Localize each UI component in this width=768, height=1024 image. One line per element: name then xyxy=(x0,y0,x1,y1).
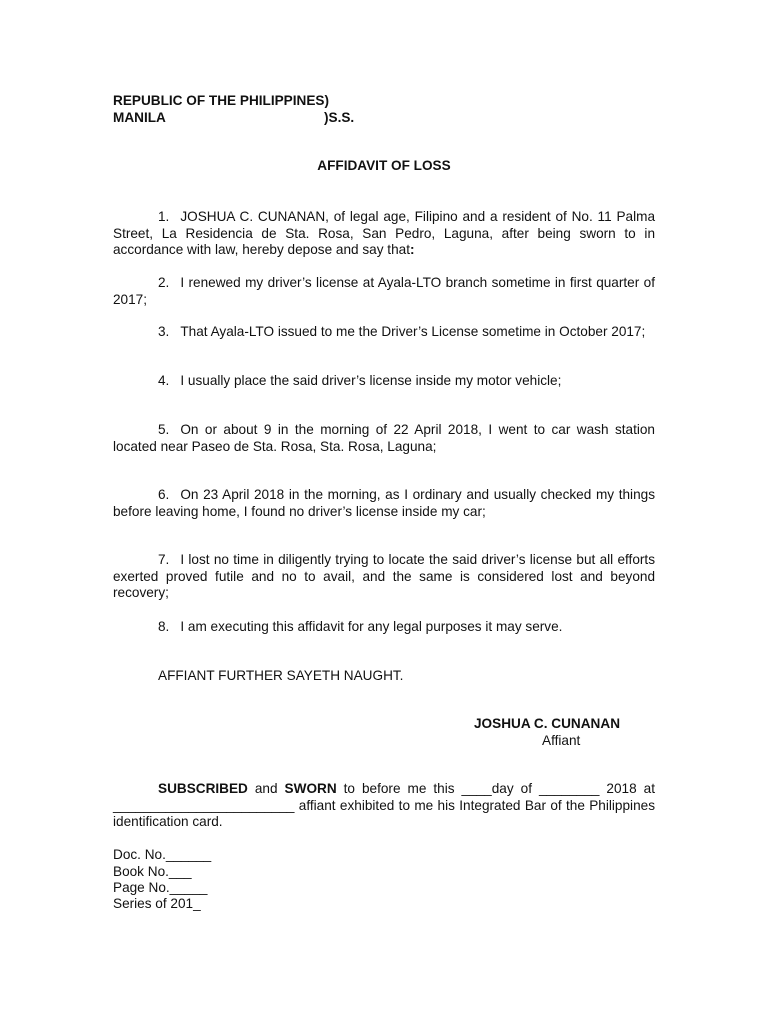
paragraph-number: 5. xyxy=(158,422,170,437)
header-manila: MANILA xyxy=(113,110,166,125)
paragraph-tail: : xyxy=(410,242,415,258)
paragraph-text: On or about 9 in the morning of 22 April 2018, I went to car wash station located near Paseo de Sta. Rosa, Sta. Rosa, Laguna; xyxy=(113,422,655,454)
page-no: Page No._____ xyxy=(113,880,208,895)
paragraph-number: 3. xyxy=(158,324,170,339)
header-ss: )S.S. xyxy=(324,110,355,125)
further-sayeth: AFFIANT FURTHER SAYETH NAUGHT. xyxy=(158,668,404,683)
paragraph-text: I renewed my driver’s license at Ayala-LTO branch sometime in first quarter of 2017; xyxy=(113,275,655,307)
paragraph-2 xyxy=(113,275,655,308)
paragraph-text: JOSHUA C. CUNANAN, of legal age, Filipino and a resident of No. 11 Palma Street, La Residencia de Sta. Rosa, San Pedro, Laguna, after being sworn to in accordance with law, hereby depose and say that xyxy=(113,209,655,258)
jurat-and: and xyxy=(247,781,285,796)
paragraph-7 xyxy=(113,552,655,602)
paragraph-number: 6. xyxy=(158,487,170,502)
jurat-sworn: SWORN xyxy=(284,781,337,796)
affiant-name: JOSHUA C. CUNANAN xyxy=(474,716,621,731)
paragraph-text: On 23 April 2018 in the morning, as I ordinary and usually checked my things before leaving home, I found no driver’s license inside my car; xyxy=(113,487,655,519)
paragraph-text: That Ayala-LTO issued to me the Driver’s License sometime in October 2017; xyxy=(180,324,646,339)
jurat-text: to before me this ____day of ________ 2018 at ________________________ affiant exhibited to me his Integrated Bar of the Philippines identification card. xyxy=(113,781,656,830)
paragraph-text: I lost no time in diligently trying to locate the said driver’s license but all efforts exerted proved futile and no to avail, and the same is considered lost and beyond recovery; xyxy=(113,552,655,601)
book-no: Book No.___ xyxy=(113,864,192,879)
jurat-subscribed: SUBSCRIBED xyxy=(158,781,248,796)
paragraph-1 xyxy=(113,209,655,259)
paragraph-4 xyxy=(113,373,655,390)
paragraph-8 xyxy=(113,619,655,636)
paragraph-3 xyxy=(113,324,655,341)
series-no: Series of 201_ xyxy=(113,896,201,911)
jurat-paragraph xyxy=(113,781,655,831)
paragraph-text: I usually place the said driver’s license inside my motor vehicle; xyxy=(180,373,562,388)
paragraph-number: 4. xyxy=(158,373,170,388)
paragraph-number: 8. xyxy=(158,619,170,634)
affiant-role: Affiant xyxy=(542,733,581,748)
paragraph-text: I am executing this affidavit for any legal purposes it may serve. xyxy=(180,619,563,634)
doc-no: Doc. No.______ xyxy=(113,847,212,862)
paragraph-6 xyxy=(113,487,655,520)
document-title: AFFIDAVIT OF LOSS xyxy=(317,158,451,173)
paragraph-number: 1. xyxy=(158,209,170,224)
header-republic: REPUBLIC OF THE PHILIPPINES) xyxy=(113,93,330,108)
paragraph-number: 2. xyxy=(158,275,170,290)
paragraph-5 xyxy=(113,422,655,455)
paragraph-number: 7. xyxy=(158,552,170,567)
